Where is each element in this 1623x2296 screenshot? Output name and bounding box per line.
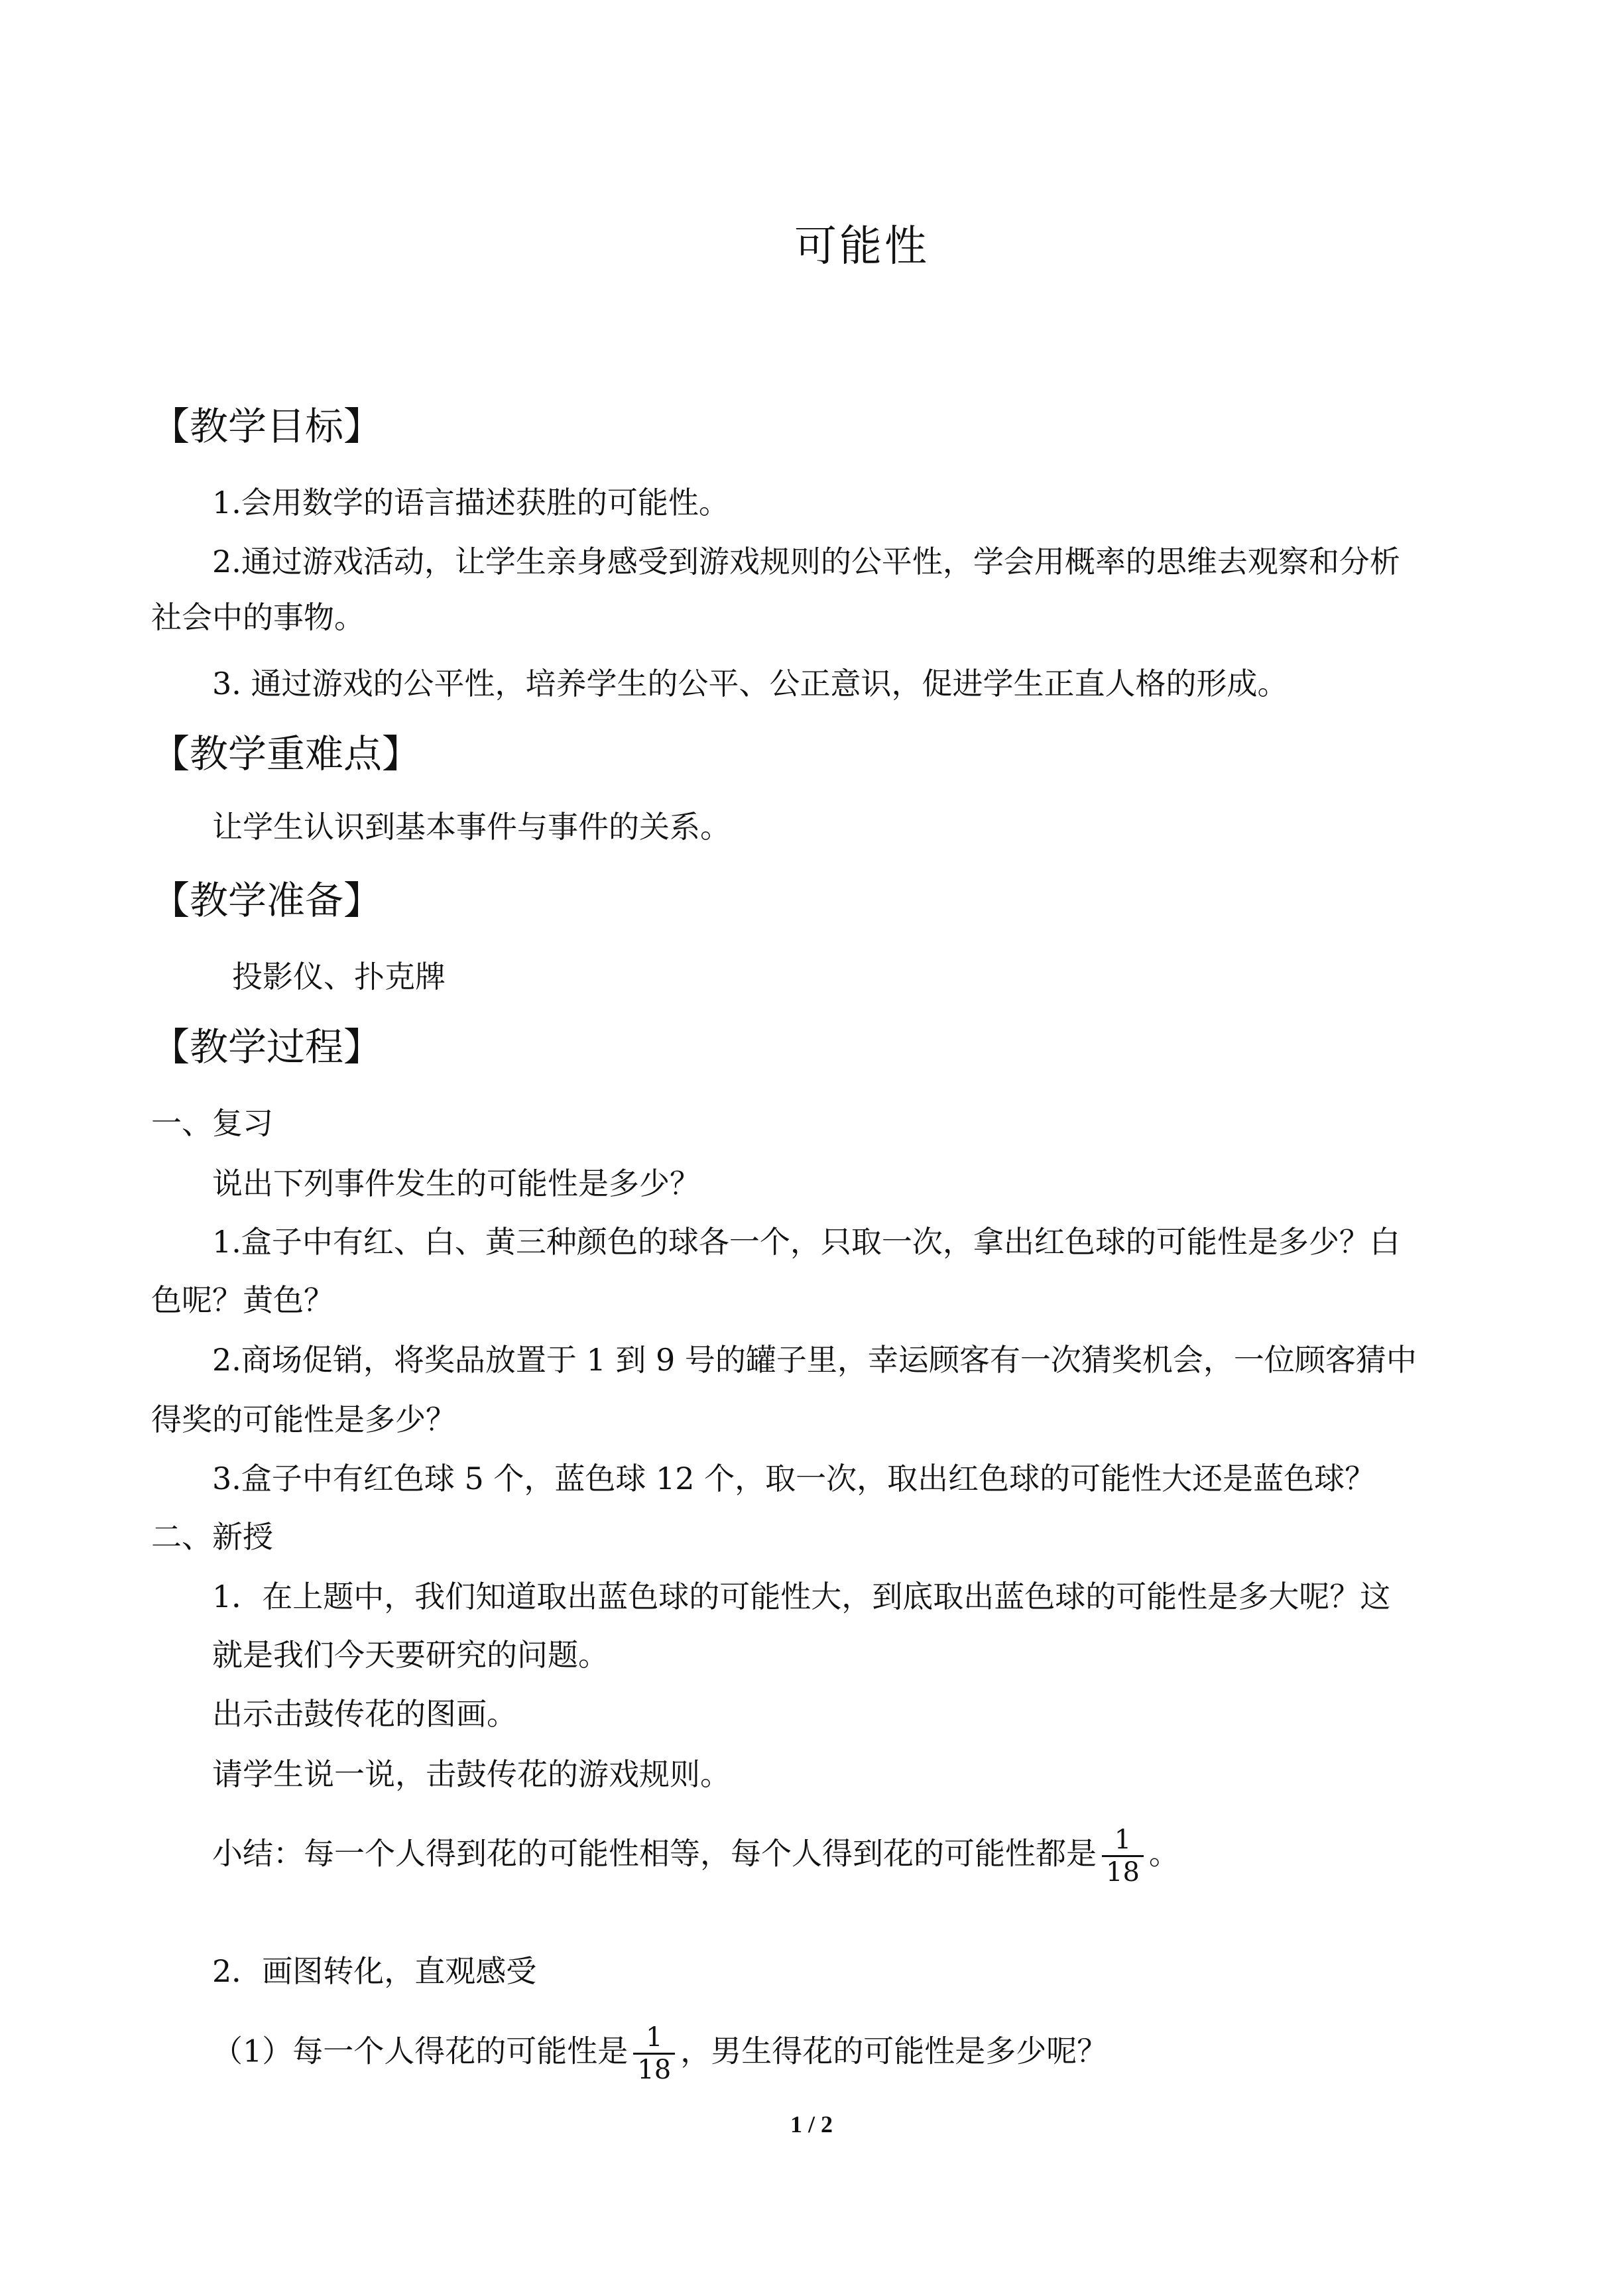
review-heading: 一、复习 — [151, 1105, 273, 1141]
new-lesson-2: 2．画图转化，直观感受 — [212, 1953, 537, 1989]
document-title: 可能性 — [794, 222, 930, 271]
show-picture-text: 出示击鼓传花的图画。 — [212, 1696, 517, 1732]
ask-rules-text: 请学生说一说，击鼓传花的游戏规则。 — [212, 1756, 731, 1792]
new-lesson-1-line-2: 就是我们今天要研究的问题。 — [212, 1637, 609, 1673]
review-question-2-line-2: 得奖的可能性是多少？ — [151, 1402, 456, 1437]
part-1-question: ，男生得花的可能性是多少呢？ — [680, 2033, 1108, 2069]
objective-1: 1.会用数学的语言描述获胜的可能性。 — [212, 485, 729, 520]
new-lesson-1-line-1: 1．在上题中，我们知道取出蓝色球的可能性大，到底取出蓝色球的可能性是多大呢？这 — [212, 1579, 1391, 1614]
summary-text: 小结：每一个人得到花的可能性相等，每个人得到花的可能性都是 — [212, 1835, 1097, 1872]
objective-2-line-2: 社会中的事物。 — [151, 599, 365, 635]
summary-line — [212, 1825, 1179, 1888]
fraction-numerator: 1 — [646, 2022, 663, 2053]
section-heading-key-points: 【教学重难点】 — [151, 731, 421, 776]
section-heading-objectives: 【教学目标】 — [151, 404, 383, 449]
review-question-1-line-2: 色呢？黄色？ — [151, 1282, 334, 1318]
preparation-text: 投影仪、扑克牌 — [232, 959, 446, 995]
review-question-1-line-1: 1.盒子中有红、白、黄三种颜色的球各一个，只取一次，拿出红色球的可能性是多少？白 — [212, 1224, 1400, 1260]
fraction-denominator: 18 — [1102, 1855, 1144, 1888]
fraction-one-eighteenth — [1102, 1825, 1144, 1888]
objective-2-line-1: 2.通过游戏活动，让学生亲身感受到游戏规则的公平性，学会用概率的思维去观察和分析 — [212, 544, 1400, 579]
review-question-2-line-1: 2.商场促销，将奖品放置于 1 到 9 号的罐子里，幸运顾客有一次猜奖机会，一位顾客猜中 — [212, 1342, 1417, 1378]
new-lesson-heading: 二、新授 — [151, 1519, 273, 1555]
review-intro: 说出下列事件发生的可能性是多少？ — [212, 1166, 700, 1201]
part-1-line — [212, 2022, 1107, 2085]
key-points-text: 让学生认识到基本事件与事件的关系。 — [212, 809, 731, 845]
review-question-3: 3.盒子中有红色球 5 个，蓝色球 12 个，取一次，取出红色球的可能性大还是蓝色球？ — [212, 1461, 1376, 1496]
part-1-text: （1）每一个人得花的可能性是 — [212, 2033, 629, 2069]
objective-3: 3. 通过游戏的公平性，培养学生的公平、公正意识，促进学生正直人格的形成。 — [212, 666, 1288, 701]
fraction-numerator: 1 — [1114, 1825, 1132, 1855]
fraction-denominator: 18 — [633, 2053, 675, 2085]
section-heading-preparation: 【教学准备】 — [151, 878, 383, 923]
fraction-one-eighteenth — [633, 2022, 675, 2085]
summary-end-punctuation: 。 — [1148, 1835, 1179, 1872]
section-heading-process: 【教学过程】 — [151, 1024, 383, 1069]
page-number: 1 / 2 — [790, 2111, 833, 2138]
